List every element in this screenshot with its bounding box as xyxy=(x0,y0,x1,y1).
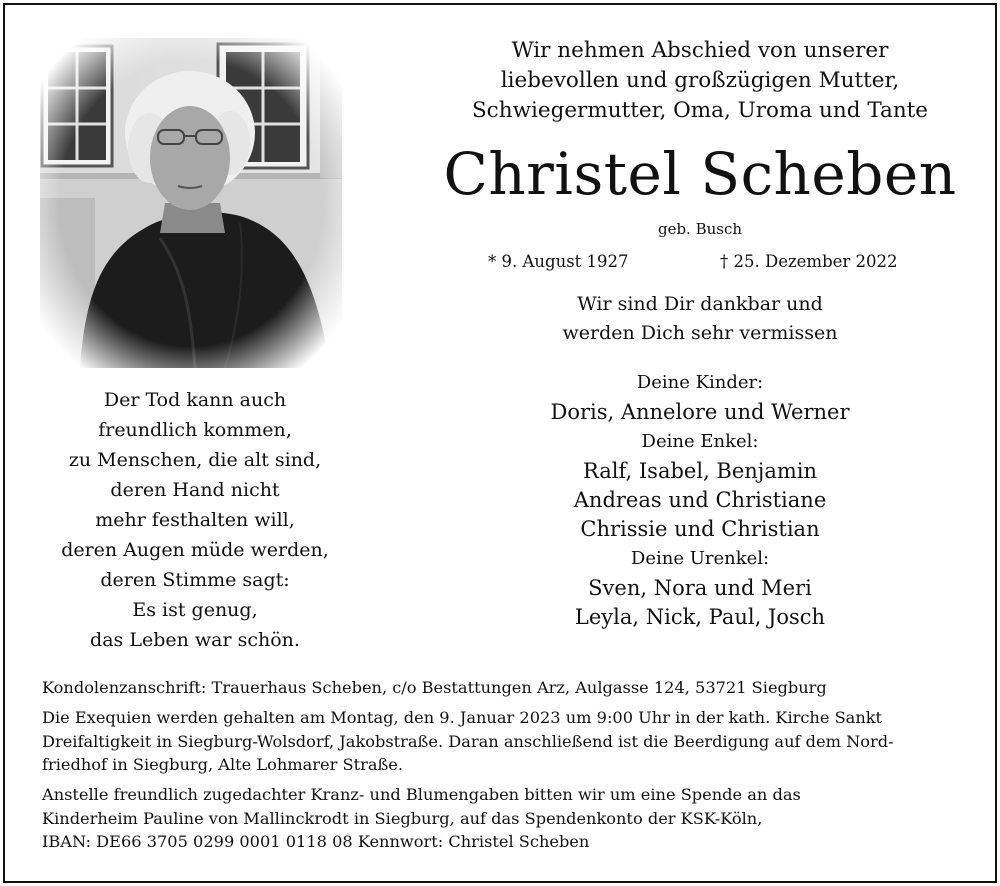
donation-line: Kinderheim Pauline von Mallinckrodt in Siegburg, auf das Spendenkonto der KSK-Köln, xyxy=(42,808,763,828)
funeral-info xyxy=(42,706,972,777)
thanks-line: werden Dich sehr vermissen xyxy=(562,322,838,344)
intro-line: Schwiegermutter, Oma, Uroma und Tante xyxy=(471,98,929,123)
funeral-line: Dreifaltigkeit in Siegburg-Wolsdorf, Jakobstraße. Daran anschließend ist die Beerdigung auf dem Nord- xyxy=(42,731,894,751)
grandchildren-names: Chrissie und Christian xyxy=(580,517,820,541)
birth-date: * 9. August 1927 xyxy=(488,252,629,271)
condolence-line: Kondolenzanschrift: Trauerhaus Scheben, c/o Bestattungen Arz, Aulgasse 124, 53721 Siegburg xyxy=(42,678,827,697)
poem-line: das Leben war schön. xyxy=(90,629,300,651)
funeral-line: friedhof in Siegburg, Alte Lohmarer Straße. xyxy=(42,755,404,774)
donation-line: Anstelle freundlich zugedachter Kranz- und Blumengaben bitten wir um eine Spende an das xyxy=(42,785,801,804)
farewell-intro xyxy=(430,36,970,126)
poem-line: mehr festhalten will, xyxy=(95,509,295,531)
life-dates xyxy=(430,252,970,276)
poem-line: deren Hand nicht xyxy=(110,479,280,501)
poem-line: freundlich kommen, xyxy=(98,419,292,441)
poem xyxy=(40,385,350,655)
intro-line: liebevollen und großzügigen Mutter, xyxy=(500,68,900,93)
thanks-line: Wir sind Dir dankbar und xyxy=(577,293,823,315)
poem-line: zu Menschen, die alt sind, xyxy=(68,449,322,471)
intro-line: Wir nehmen Abschied von unserer xyxy=(511,38,889,63)
greatgrandchildren-names: Leyla, Nick, Paul, Josch xyxy=(574,605,826,629)
maiden-name: geb. Busch xyxy=(657,220,743,238)
poem-line: Es ist genug, xyxy=(132,599,258,621)
grandchildren-names: Andreas und Christiane xyxy=(573,488,827,512)
deceased-name: Christel Scheben xyxy=(443,140,957,208)
grandchildren-names: Ralf, Isabel, Benjamin xyxy=(582,459,817,483)
condolence-address xyxy=(42,676,972,700)
greatgrandchildren-names: Sven, Nora und Meri xyxy=(588,576,812,600)
thanks-text xyxy=(430,290,970,348)
portrait-photo xyxy=(40,38,342,368)
death-date: † 25. Dezember 2022 xyxy=(720,252,898,271)
poem-line: deren Stimme sagt: xyxy=(100,569,290,591)
children-names: Doris, Annelore und Werner xyxy=(550,400,850,424)
greatgrandchildren-label: Deine Urenkel: xyxy=(630,548,770,569)
grandchildren-label: Deine Enkel: xyxy=(641,431,759,452)
donation-line: IBAN: DE66 3705 0299 0001 0118 08 Kennwort: Christel Scheben xyxy=(42,832,590,851)
family-list xyxy=(430,368,970,632)
donation-info xyxy=(42,783,972,854)
poem-line: deren Augen müde werden, xyxy=(61,539,329,561)
poem-line: Der Tod kann auch xyxy=(103,389,287,411)
funeral-line: Die Exequien werden gehalten am Montag, den 9. Januar 2023 um 9:00 Uhr in der kath. Kirche Sankt xyxy=(42,708,883,727)
children-label: Deine Kinder: xyxy=(636,372,764,393)
